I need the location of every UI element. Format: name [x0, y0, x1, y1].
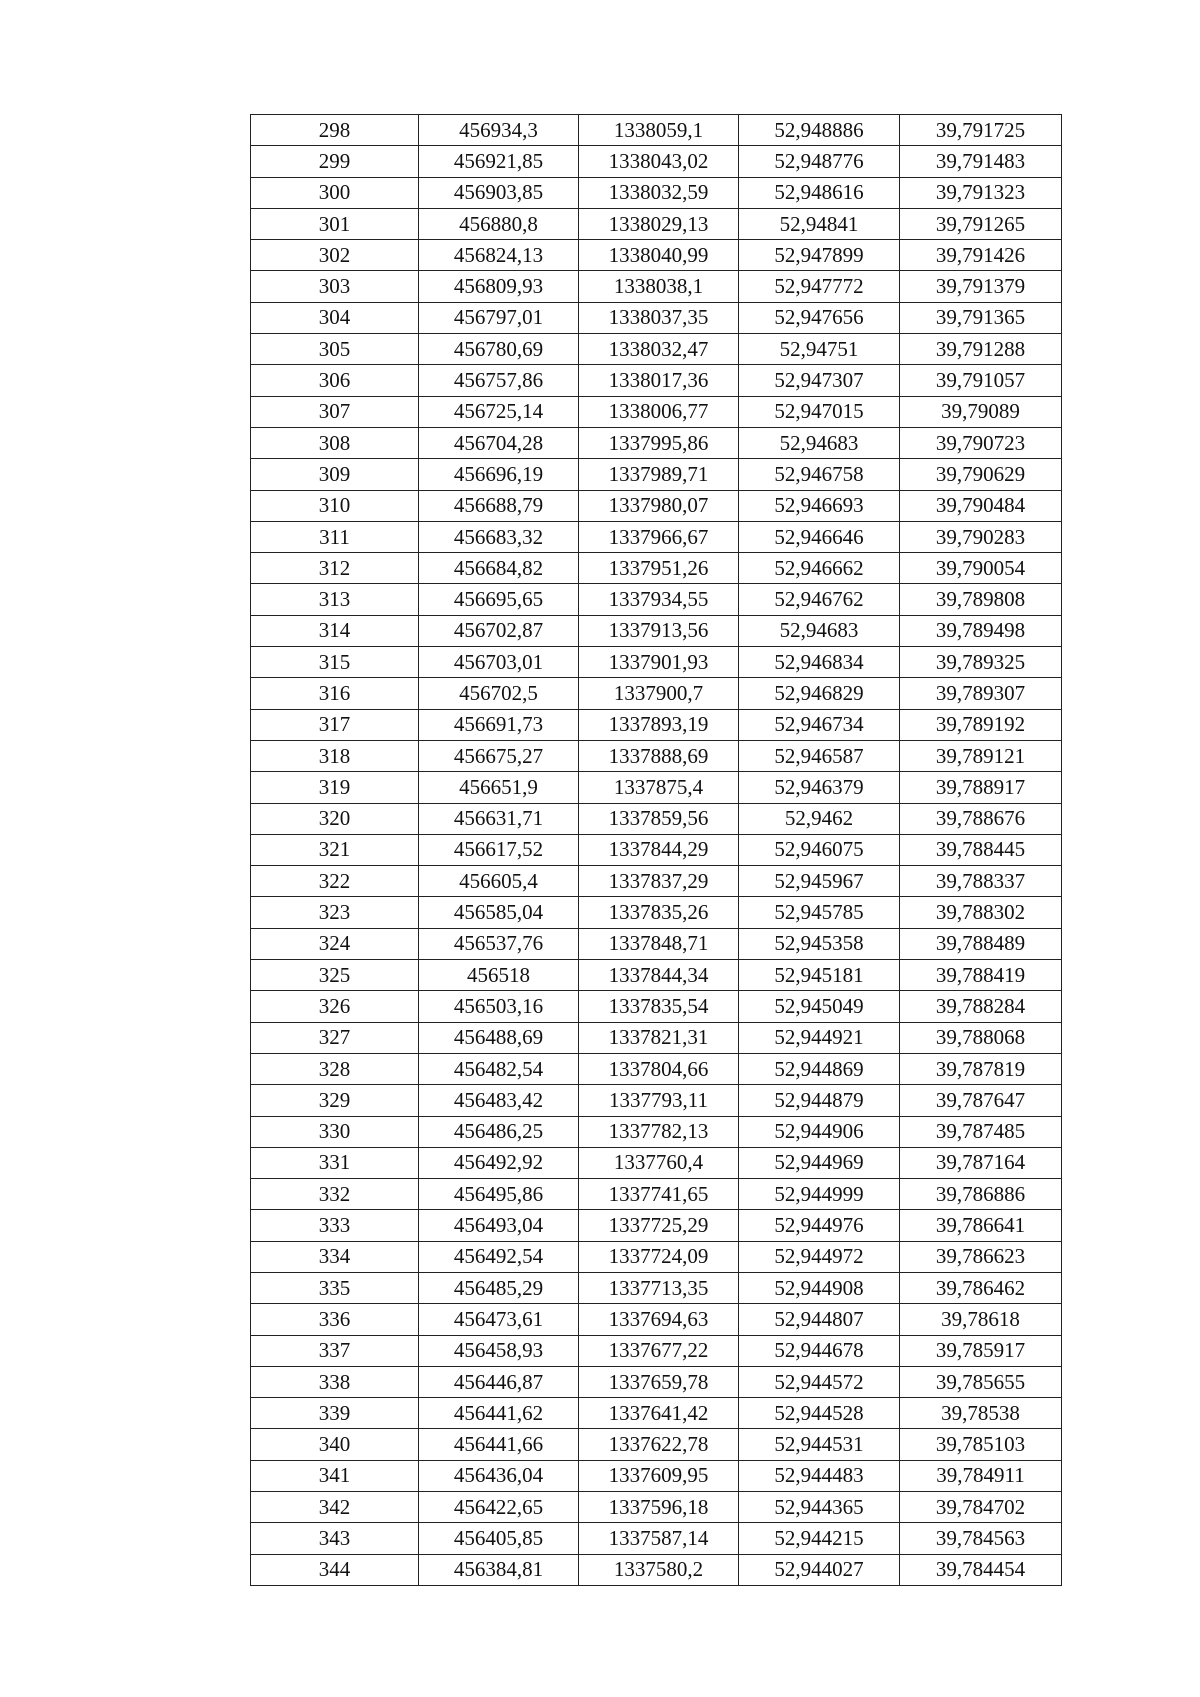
y-coordinate-cell: 1337782,13 — [579, 1116, 739, 1147]
y-coordinate-cell: 1337837,29 — [579, 866, 739, 897]
longitude-cell: 39,787485 — [900, 1116, 1062, 1147]
longitude-cell: 39,791057 — [900, 365, 1062, 396]
point-number-cell: 298 — [251, 115, 419, 146]
latitude-cell: 52,946758 — [739, 459, 900, 490]
y-coordinate-cell: 1338059,1 — [579, 115, 739, 146]
latitude-cell: 52,94841 — [739, 208, 900, 239]
longitude-cell: 39,786886 — [900, 1179, 1062, 1210]
x-coordinate-cell: 456488,69 — [419, 1022, 579, 1053]
point-number-cell: 321 — [251, 834, 419, 865]
table-row — [251, 960, 1062, 991]
point-number-cell: 329 — [251, 1085, 419, 1116]
x-coordinate-cell: 456824,13 — [419, 240, 579, 271]
y-coordinate-cell: 1337677,22 — [579, 1335, 739, 1366]
latitude-cell: 52,944528 — [739, 1398, 900, 1429]
longitude-cell: 39,787164 — [900, 1147, 1062, 1178]
longitude-cell: 39,789325 — [900, 647, 1062, 678]
table-row — [251, 1366, 1062, 1397]
y-coordinate-cell: 1337901,93 — [579, 647, 739, 678]
longitude-cell: 39,789121 — [900, 740, 1062, 771]
table-row — [251, 709, 1062, 740]
table-row — [251, 146, 1062, 177]
table-row — [251, 1429, 1062, 1460]
latitude-cell: 52,944365 — [739, 1492, 900, 1523]
point-number-cell: 308 — [251, 427, 419, 458]
latitude-cell: 52,944807 — [739, 1304, 900, 1335]
table-row — [251, 740, 1062, 771]
latitude-cell: 52,946075 — [739, 834, 900, 865]
x-coordinate-cell: 456651,9 — [419, 772, 579, 803]
latitude-cell: 52,944483 — [739, 1460, 900, 1491]
latitude-cell: 52,94683 — [739, 427, 900, 458]
y-coordinate-cell: 1338037,35 — [579, 302, 739, 333]
x-coordinate-cell: 456585,04 — [419, 897, 579, 928]
point-number-cell: 334 — [251, 1241, 419, 1272]
point-number-cell: 313 — [251, 584, 419, 615]
table-row — [251, 459, 1062, 490]
table-row — [251, 521, 1062, 552]
point-number-cell: 333 — [251, 1210, 419, 1241]
point-number-cell: 312 — [251, 553, 419, 584]
table-row — [251, 115, 1062, 146]
latitude-cell: 52,946379 — [739, 772, 900, 803]
point-number-cell: 343 — [251, 1523, 419, 1554]
y-coordinate-cell: 1337724,09 — [579, 1241, 739, 1272]
table-row — [251, 1241, 1062, 1272]
longitude-cell: 39,791323 — [900, 177, 1062, 208]
longitude-cell: 39,784563 — [900, 1523, 1062, 1554]
latitude-cell: 52,946834 — [739, 647, 900, 678]
latitude-cell: 52,946762 — [739, 584, 900, 615]
x-coordinate-cell: 456684,82 — [419, 553, 579, 584]
point-number-cell: 314 — [251, 615, 419, 646]
longitude-cell: 39,788676 — [900, 803, 1062, 834]
y-coordinate-cell: 1337951,26 — [579, 553, 739, 584]
y-coordinate-cell: 1337609,95 — [579, 1460, 739, 1491]
y-coordinate-cell: 1337875,4 — [579, 772, 739, 803]
table-row — [251, 490, 1062, 521]
table-row — [251, 772, 1062, 803]
point-number-cell: 323 — [251, 897, 419, 928]
point-number-cell: 335 — [251, 1272, 419, 1303]
longitude-cell: 39,789808 — [900, 584, 1062, 615]
x-coordinate-cell: 456486,25 — [419, 1116, 579, 1147]
longitude-cell: 39,791483 — [900, 146, 1062, 177]
point-number-cell: 339 — [251, 1398, 419, 1429]
longitude-cell: 39,786623 — [900, 1241, 1062, 1272]
table-row — [251, 584, 1062, 615]
longitude-cell: 39,785103 — [900, 1429, 1062, 1460]
x-coordinate-cell: 456482,54 — [419, 1053, 579, 1084]
table-row — [251, 177, 1062, 208]
longitude-cell: 39,786641 — [900, 1210, 1062, 1241]
table-row — [251, 1398, 1062, 1429]
x-coordinate-cell: 456797,01 — [419, 302, 579, 333]
x-coordinate-cell: 456605,4 — [419, 866, 579, 897]
longitude-cell: 39,785655 — [900, 1366, 1062, 1397]
x-coordinate-cell: 456537,76 — [419, 928, 579, 959]
table-row — [251, 1304, 1062, 1335]
y-coordinate-cell: 1337835,26 — [579, 897, 739, 928]
x-coordinate-cell: 456446,87 — [419, 1366, 579, 1397]
latitude-cell: 52,944531 — [739, 1429, 900, 1460]
y-coordinate-cell: 1337900,7 — [579, 678, 739, 709]
y-coordinate-cell: 1338040,99 — [579, 240, 739, 271]
table-row — [251, 1053, 1062, 1084]
latitude-cell: 52,944027 — [739, 1554, 900, 1585]
x-coordinate-cell: 456503,16 — [419, 991, 579, 1022]
y-coordinate-cell: 1337793,11 — [579, 1085, 739, 1116]
point-number-cell: 300 — [251, 177, 419, 208]
table-row — [251, 271, 1062, 302]
y-coordinate-cell: 1337844,29 — [579, 834, 739, 865]
x-coordinate-cell: 456483,42 — [419, 1085, 579, 1116]
longitude-cell: 39,784911 — [900, 1460, 1062, 1491]
point-number-cell: 340 — [251, 1429, 419, 1460]
table-row — [251, 834, 1062, 865]
x-coordinate-cell: 456405,85 — [419, 1523, 579, 1554]
longitude-cell: 39,79089 — [900, 396, 1062, 427]
table-row — [251, 1210, 1062, 1241]
longitude-cell: 39,788419 — [900, 960, 1062, 991]
point-number-cell: 344 — [251, 1554, 419, 1585]
longitude-cell: 39,790629 — [900, 459, 1062, 490]
table-row — [251, 647, 1062, 678]
point-number-cell: 325 — [251, 960, 419, 991]
longitude-cell: 39,791379 — [900, 271, 1062, 302]
x-coordinate-cell: 456495,86 — [419, 1179, 579, 1210]
point-number-cell: 305 — [251, 334, 419, 365]
point-number-cell: 324 — [251, 928, 419, 959]
latitude-cell: 52,944969 — [739, 1147, 900, 1178]
x-coordinate-cell: 456675,27 — [419, 740, 579, 771]
x-coordinate-cell: 456695,65 — [419, 584, 579, 615]
latitude-cell: 52,947656 — [739, 302, 900, 333]
y-coordinate-cell: 1338032,59 — [579, 177, 739, 208]
latitude-cell: 52,944906 — [739, 1116, 900, 1147]
point-number-cell: 304 — [251, 302, 419, 333]
x-coordinate-cell: 456492,92 — [419, 1147, 579, 1178]
y-coordinate-cell: 1338038,1 — [579, 271, 739, 302]
latitude-cell: 52,948616 — [739, 177, 900, 208]
longitude-cell: 39,788489 — [900, 928, 1062, 959]
y-coordinate-cell: 1338043,02 — [579, 146, 739, 177]
longitude-cell: 39,790484 — [900, 490, 1062, 521]
longitude-cell: 39,788445 — [900, 834, 1062, 865]
latitude-cell: 52,944908 — [739, 1272, 900, 1303]
y-coordinate-cell: 1337859,56 — [579, 803, 739, 834]
longitude-cell: 39,784702 — [900, 1492, 1062, 1523]
y-coordinate-cell: 1337659,78 — [579, 1366, 739, 1397]
table-row — [251, 678, 1062, 709]
latitude-cell: 52,94683 — [739, 615, 900, 646]
y-coordinate-cell: 1337741,65 — [579, 1179, 739, 1210]
table-row — [251, 1492, 1062, 1523]
longitude-cell: 39,790054 — [900, 553, 1062, 584]
y-coordinate-cell: 1337580,2 — [579, 1554, 739, 1585]
latitude-cell: 52,946646 — [739, 521, 900, 552]
longitude-cell: 39,787819 — [900, 1053, 1062, 1084]
longitude-cell: 39,788302 — [900, 897, 1062, 928]
x-coordinate-cell: 456691,73 — [419, 709, 579, 740]
latitude-cell: 52,945049 — [739, 991, 900, 1022]
y-coordinate-cell: 1337641,42 — [579, 1398, 739, 1429]
x-coordinate-cell: 456518 — [419, 960, 579, 991]
longitude-cell: 39,791288 — [900, 334, 1062, 365]
y-coordinate-cell: 1337848,71 — [579, 928, 739, 959]
x-coordinate-cell: 456702,5 — [419, 678, 579, 709]
latitude-cell: 52,9462 — [739, 803, 900, 834]
coordinates-table-body — [251, 115, 1062, 1586]
table-row — [251, 615, 1062, 646]
table-row — [251, 1116, 1062, 1147]
latitude-cell: 52,945358 — [739, 928, 900, 959]
point-number-cell: 326 — [251, 991, 419, 1022]
x-coordinate-cell: 456617,52 — [419, 834, 579, 865]
point-number-cell: 327 — [251, 1022, 419, 1053]
latitude-cell: 52,945785 — [739, 897, 900, 928]
longitude-cell: 39,789498 — [900, 615, 1062, 646]
longitude-cell: 39,791426 — [900, 240, 1062, 271]
point-number-cell: 303 — [251, 271, 419, 302]
y-coordinate-cell: 1337804,66 — [579, 1053, 739, 1084]
longitude-cell: 39,78618 — [900, 1304, 1062, 1335]
longitude-cell: 39,789307 — [900, 678, 1062, 709]
longitude-cell: 39,788917 — [900, 772, 1062, 803]
table-row — [251, 803, 1062, 834]
x-coordinate-cell: 456696,19 — [419, 459, 579, 490]
x-coordinate-cell: 456703,01 — [419, 647, 579, 678]
y-coordinate-cell: 1337995,86 — [579, 427, 739, 458]
latitude-cell: 52,946693 — [739, 490, 900, 521]
point-number-cell: 318 — [251, 740, 419, 771]
y-coordinate-cell: 1337913,56 — [579, 615, 739, 646]
y-coordinate-cell: 1337966,67 — [579, 521, 739, 552]
table-row — [251, 1554, 1062, 1585]
latitude-cell: 52,945967 — [739, 866, 900, 897]
table-row — [251, 1272, 1062, 1303]
table-row — [251, 897, 1062, 928]
y-coordinate-cell: 1337725,29 — [579, 1210, 739, 1241]
point-number-cell: 328 — [251, 1053, 419, 1084]
latitude-cell: 52,944972 — [739, 1241, 900, 1272]
latitude-cell: 52,946587 — [739, 740, 900, 771]
x-coordinate-cell: 456704,28 — [419, 427, 579, 458]
longitude-cell: 39,791365 — [900, 302, 1062, 333]
point-number-cell: 332 — [251, 1179, 419, 1210]
latitude-cell: 52,944921 — [739, 1022, 900, 1053]
point-number-cell: 302 — [251, 240, 419, 271]
x-coordinate-cell: 456780,69 — [419, 334, 579, 365]
y-coordinate-cell: 1337694,63 — [579, 1304, 739, 1335]
y-coordinate-cell: 1338006,77 — [579, 396, 739, 427]
longitude-cell: 39,788337 — [900, 866, 1062, 897]
latitude-cell: 52,944869 — [739, 1053, 900, 1084]
y-coordinate-cell: 1337622,78 — [579, 1429, 739, 1460]
table-row — [251, 1147, 1062, 1178]
longitude-cell: 39,790723 — [900, 427, 1062, 458]
longitude-cell: 39,78538 — [900, 1398, 1062, 1429]
table-row — [251, 1022, 1062, 1053]
longitude-cell: 39,788284 — [900, 991, 1062, 1022]
y-coordinate-cell: 1337888,69 — [579, 740, 739, 771]
x-coordinate-cell: 456903,85 — [419, 177, 579, 208]
y-coordinate-cell: 1337893,19 — [579, 709, 739, 740]
table-row — [251, 866, 1062, 897]
point-number-cell: 316 — [251, 678, 419, 709]
latitude-cell: 52,946829 — [739, 678, 900, 709]
longitude-cell: 39,787647 — [900, 1085, 1062, 1116]
point-number-cell: 307 — [251, 396, 419, 427]
point-number-cell: 337 — [251, 1335, 419, 1366]
y-coordinate-cell: 1337760,4 — [579, 1147, 739, 1178]
table-row — [251, 1085, 1062, 1116]
latitude-cell: 52,944879 — [739, 1085, 900, 1116]
y-coordinate-cell: 1337835,54 — [579, 991, 739, 1022]
table-row — [251, 334, 1062, 365]
x-coordinate-cell: 456921,85 — [419, 146, 579, 177]
x-coordinate-cell: 456441,62 — [419, 1398, 579, 1429]
point-number-cell: 309 — [251, 459, 419, 490]
y-coordinate-cell: 1337596,18 — [579, 1492, 739, 1523]
latitude-cell: 52,948886 — [739, 115, 900, 146]
y-coordinate-cell: 1338032,47 — [579, 334, 739, 365]
latitude-cell: 52,944678 — [739, 1335, 900, 1366]
latitude-cell: 52,944215 — [739, 1523, 900, 1554]
table-row — [251, 991, 1062, 1022]
latitude-cell: 52,945181 — [739, 960, 900, 991]
y-coordinate-cell: 1337934,55 — [579, 584, 739, 615]
coordinates-table — [250, 114, 1062, 1586]
longitude-cell: 39,788068 — [900, 1022, 1062, 1053]
point-number-cell: 338 — [251, 1366, 419, 1397]
y-coordinate-cell: 1337989,71 — [579, 459, 739, 490]
latitude-cell: 52,94751 — [739, 334, 900, 365]
point-number-cell: 301 — [251, 208, 419, 239]
x-coordinate-cell: 456702,87 — [419, 615, 579, 646]
y-coordinate-cell: 1337980,07 — [579, 490, 739, 521]
y-coordinate-cell: 1337821,31 — [579, 1022, 739, 1053]
x-coordinate-cell: 456422,65 — [419, 1492, 579, 1523]
x-coordinate-cell: 456458,93 — [419, 1335, 579, 1366]
longitude-cell: 39,785917 — [900, 1335, 1062, 1366]
latitude-cell: 52,948776 — [739, 146, 900, 177]
table-row — [251, 553, 1062, 584]
x-coordinate-cell: 456441,66 — [419, 1429, 579, 1460]
table-row — [251, 302, 1062, 333]
point-number-cell: 322 — [251, 866, 419, 897]
point-number-cell: 306 — [251, 365, 419, 396]
longitude-cell: 39,789192 — [900, 709, 1062, 740]
point-number-cell: 317 — [251, 709, 419, 740]
x-coordinate-cell: 456757,86 — [419, 365, 579, 396]
latitude-cell: 52,944572 — [739, 1366, 900, 1397]
table-row — [251, 208, 1062, 239]
point-number-cell: 310 — [251, 490, 419, 521]
x-coordinate-cell: 456631,71 — [419, 803, 579, 834]
point-number-cell: 336 — [251, 1304, 419, 1335]
point-number-cell: 342 — [251, 1492, 419, 1523]
latitude-cell: 52,947899 — [739, 240, 900, 271]
point-number-cell: 299 — [251, 146, 419, 177]
longitude-cell: 39,791265 — [900, 208, 1062, 239]
latitude-cell: 52,947307 — [739, 365, 900, 396]
latitude-cell: 52,947772 — [739, 271, 900, 302]
x-coordinate-cell: 456473,61 — [419, 1304, 579, 1335]
table-row — [251, 1335, 1062, 1366]
x-coordinate-cell: 456934,3 — [419, 115, 579, 146]
x-coordinate-cell: 456725,14 — [419, 396, 579, 427]
point-number-cell: 319 — [251, 772, 419, 803]
point-number-cell: 331 — [251, 1147, 419, 1178]
table-row — [251, 928, 1062, 959]
x-coordinate-cell: 456493,04 — [419, 1210, 579, 1241]
latitude-cell: 52,944999 — [739, 1179, 900, 1210]
y-coordinate-cell: 1338029,13 — [579, 208, 739, 239]
table-row — [251, 1523, 1062, 1554]
longitude-cell: 39,784454 — [900, 1554, 1062, 1585]
x-coordinate-cell: 456688,79 — [419, 490, 579, 521]
longitude-cell: 39,791725 — [900, 115, 1062, 146]
table-row — [251, 1460, 1062, 1491]
point-number-cell: 341 — [251, 1460, 419, 1491]
x-coordinate-cell: 456809,93 — [419, 271, 579, 302]
y-coordinate-cell: 1338017,36 — [579, 365, 739, 396]
x-coordinate-cell: 456485,29 — [419, 1272, 579, 1303]
point-number-cell: 315 — [251, 647, 419, 678]
y-coordinate-cell: 1337713,35 — [579, 1272, 739, 1303]
latitude-cell: 52,944976 — [739, 1210, 900, 1241]
x-coordinate-cell: 456384,81 — [419, 1554, 579, 1585]
y-coordinate-cell: 1337587,14 — [579, 1523, 739, 1554]
x-coordinate-cell: 456880,8 — [419, 208, 579, 239]
table-row — [251, 396, 1062, 427]
table-row — [251, 365, 1062, 396]
table-row — [251, 1179, 1062, 1210]
point-number-cell: 311 — [251, 521, 419, 552]
longitude-cell: 39,790283 — [900, 521, 1062, 552]
point-number-cell: 320 — [251, 803, 419, 834]
latitude-cell: 52,946662 — [739, 553, 900, 584]
x-coordinate-cell: 456683,32 — [419, 521, 579, 552]
table-row — [251, 427, 1062, 458]
x-coordinate-cell: 456436,04 — [419, 1460, 579, 1491]
x-coordinate-cell: 456492,54 — [419, 1241, 579, 1272]
latitude-cell: 52,947015 — [739, 396, 900, 427]
point-number-cell: 330 — [251, 1116, 419, 1147]
table-row — [251, 240, 1062, 271]
longitude-cell: 39,786462 — [900, 1272, 1062, 1303]
y-coordinate-cell: 1337844,34 — [579, 960, 739, 991]
latitude-cell: 52,946734 — [739, 709, 900, 740]
